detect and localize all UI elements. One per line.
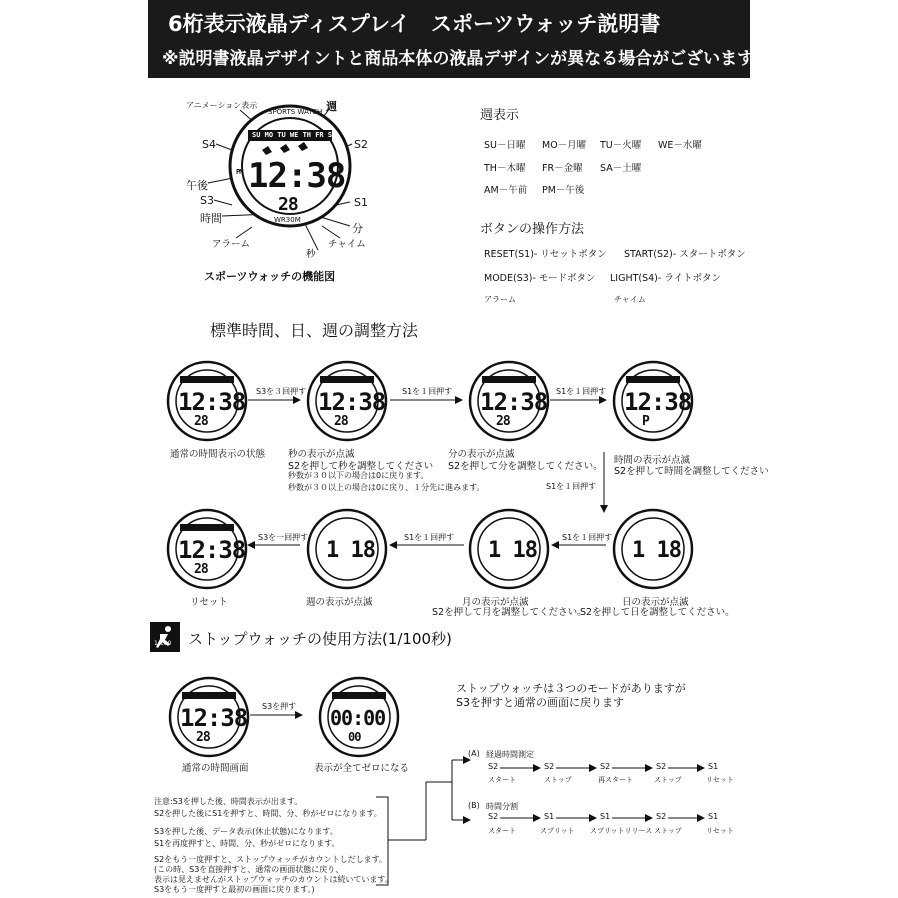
weekday-pm: PM－午後 (542, 185, 585, 196)
mode-a-act-3: 再スタート (598, 776, 633, 784)
button-start: START(S2)- スタートボタン (624, 249, 746, 260)
label-pm: 午後 (186, 179, 208, 192)
mode-a-key-3: S2 (600, 762, 611, 771)
lcd-time: 12:38 (624, 388, 692, 416)
lcd-date: 28 (194, 414, 208, 429)
bezel-wr30m: WR30M (274, 216, 301, 224)
note-line-7: 表示は見えませんがストップウォッチのカウントは続いています。 (154, 875, 393, 884)
arrow-label-7: S3を一回押す (258, 533, 309, 542)
note-line-3: S3を押した後、データ表示(休止状態)になります。 (154, 827, 338, 836)
mode-a-name: 経過時間測定 (486, 750, 534, 759)
lcd-date: 28 (194, 562, 208, 577)
lcd-time: 12:38 (480, 388, 548, 416)
mode-b-name: 時間分割 (486, 802, 518, 811)
mode-b-key-2: S1 (544, 812, 555, 821)
weekday-we: WE－水曜 (658, 140, 702, 151)
lcd-time: 12:38 (178, 388, 246, 416)
stopwatch-title: ストップウォッチの使用方法(1/100秒) (188, 630, 452, 648)
watch-reset (166, 508, 248, 594)
weekdays-title: 週表示 (480, 108, 520, 123)
lcd-month-day: 1 18 (632, 538, 681, 563)
lcd-date: 28 (196, 730, 210, 745)
weekday-tu: TU－火曜 (600, 140, 642, 151)
lcd-p: P (642, 414, 649, 429)
caption-reset: リセット (190, 597, 228, 608)
weekday-su: SU－日曜 (484, 140, 526, 151)
mode-a-act-5: リセット (706, 776, 734, 784)
stopwatch-badge: 1/100 (154, 640, 172, 647)
label-second: 秒 (306, 249, 316, 260)
watch-minutes (468, 360, 550, 446)
label-alarm: アラーム (212, 239, 251, 250)
label-s4: S4 (202, 138, 216, 151)
diagram-pm: PM (236, 168, 243, 176)
arrow-label-1: S3を３回押す (256, 387, 307, 396)
mode-b-key-3: S1 (600, 812, 611, 821)
mode-a-act-1: スタート (488, 776, 516, 784)
sw-intro-1: ストップウォッチは３つのモードがありますが (456, 682, 686, 695)
button-light: LIGHT(S4)- ライトボタン (610, 273, 722, 284)
button-alarm: アラーム (484, 295, 516, 304)
caption-day-2: S2を押して日を調整してください。 (580, 607, 735, 618)
lcd-time: 12:38 (178, 536, 246, 564)
mode-b-label: (B) (468, 801, 480, 810)
lcd-date: 28 (496, 414, 510, 429)
label-minute: 分 (352, 222, 363, 235)
label-animation: アニメーション表示 (186, 101, 258, 110)
bezel-sports-watch: SPORTS WATCH (268, 108, 323, 116)
caption-week: 週の表示が点滅 (306, 597, 373, 608)
arrow-label-5: S1を１回押す (562, 533, 613, 542)
button-chime: チャイム (614, 295, 646, 304)
mode-a-key-4: S2 (656, 762, 667, 771)
caption-min-1: 分の表示が点滅 (448, 449, 515, 460)
caption-sec-1: 秒の表示が点滅 (288, 449, 355, 460)
caption-sec-3: 秒数が３０以下の場合は0に戻ります。 (288, 471, 429, 480)
arrow-label-6: S1を１回押す (404, 533, 455, 542)
buttons-title: ボタンの操作方法 (480, 222, 585, 237)
note-line-8: S3をもう一度押すと最初の画面に戻ります。) (154, 885, 315, 894)
label-s2: S2 (354, 138, 368, 151)
note-line-4: S1を再度押すと、時間、分、秒がゼロになります。 (154, 839, 340, 848)
watch-hours (612, 360, 694, 446)
caption-sec-4: 秒数が３０以上の場合は0に戻り、１分先に進みます。 (288, 483, 485, 492)
weekday-fr: FR－金曜 (542, 163, 583, 174)
lcd-month-day: 1 18 (488, 538, 537, 563)
watch-sw-zero (318, 676, 400, 762)
lcd-month-day: 1 18 (326, 538, 375, 563)
manual-subtitle: ※説明書液晶デザイントと商品本体の液晶デザインが異なる場合がございます (162, 49, 755, 69)
caption-hour-2: S2を押して時間を調整してください (614, 466, 769, 477)
watch-sw-normal (168, 676, 250, 762)
button-mode: MODE(S3)- モードボタン (484, 273, 596, 284)
lcd-date: 28 (334, 414, 348, 429)
sw-intro-2: S3を押すと通常の画面に戻ります (456, 696, 624, 709)
watch-day (612, 508, 694, 594)
mode-a-key-1: S2 (488, 762, 499, 771)
adjust-title: 標準時間、日、週の調整方法 (210, 321, 419, 340)
arrow-label-4: S1を１回押す (546, 482, 597, 491)
note-line-5: S2をもう一度押すと、ストップウォッチがカウントしだします。 (154, 855, 387, 864)
diagram-caption: スポーツウォッチの機能図 (204, 270, 336, 283)
diagram-days: SU MO TU WE TH FR SA (252, 131, 337, 139)
caption-month-1: 月の表示が点滅 (462, 597, 529, 608)
lcd-time: 12:38 (180, 704, 248, 732)
arrow-label-3: S1を１回押す (556, 387, 607, 396)
label-hour: 時間 (200, 212, 222, 225)
sw-caption-zero: 表示が全てゼロになる (314, 763, 410, 774)
caption-normal: 通常の時間表示の状態 (170, 449, 266, 460)
mode-a-key-5: S1 (708, 762, 719, 771)
label-s3: S3 (200, 194, 214, 207)
watch-normal (166, 360, 248, 446)
mode-b-act-5: リセット (706, 827, 734, 835)
caption-day-1: 日の表示が点滅 (622, 597, 689, 608)
note-line-1: 注意:S3を押した後、時間表示が出ます。 (154, 797, 303, 806)
lcd-zero-small: 00 (348, 730, 361, 744)
label-s1: S1 (354, 196, 368, 209)
note-line-6: (この時、S3を直接押すと、通常の画面状態に戻り、 (154, 865, 344, 874)
mode-b-key-4: S2 (656, 812, 667, 821)
manual-title: 6桁表示液晶ディスプレイ スポーツウォッチ説明書 (168, 12, 661, 36)
mode-b-act-4: ストップ (654, 827, 682, 835)
mode-b-key-5: S1 (708, 812, 719, 821)
weekday-mo: MO－月曜 (542, 140, 587, 151)
label-chime: チャイム (328, 239, 366, 250)
caption-sec-2: S2を押して秒を調整してください (288, 461, 434, 472)
mode-b-act-2: スプリット (540, 827, 575, 835)
watch-seconds (306, 360, 388, 446)
mode-b-key-1: S2 (488, 812, 499, 821)
weekday-sa: SA－土曜 (600, 163, 642, 174)
weekday-am: AM－午前 (484, 185, 528, 196)
watch-month (468, 508, 550, 594)
diagram-date: 28 (278, 194, 298, 215)
lcd-zero: 00:00 (330, 706, 386, 730)
arrow-label-2: S1を１回押す (402, 387, 453, 396)
note-line-2: S2を押した後にS1を押すと、時間、分、秒がゼロになります。 (154, 809, 382, 818)
mode-a-key-2: S2 (544, 762, 555, 771)
feature-diagram-watch (228, 104, 352, 228)
caption-min-2: S2を押して分を調整してください。 (448, 461, 603, 472)
mode-a-act-2: ストップ (544, 776, 572, 784)
caption-hour-1: 時間の表示が点滅 (614, 455, 691, 466)
weekday-th: TH－木曜 (484, 163, 526, 174)
mode-b-act-1: スタート (488, 827, 516, 835)
button-reset: RESET(S1)- リセットボタン (484, 249, 607, 260)
diagram-time: 12:38 (248, 156, 346, 196)
caption-month-2: S2を押して月を調整してください。 (432, 607, 587, 618)
label-week: 週 (326, 100, 337, 113)
sw-arrow-label: S3を押す (262, 702, 297, 711)
sw-caption-normal: 通常の時間画面 (182, 763, 249, 774)
watch-week (306, 508, 388, 594)
mode-a-label: (A) (468, 749, 480, 758)
mode-a-act-4: ストップ (654, 776, 682, 784)
lcd-time: 12:38 (318, 388, 386, 416)
mode-b-act-3: スプリットリリース (590, 827, 653, 835)
runner-icon (150, 622, 180, 652)
